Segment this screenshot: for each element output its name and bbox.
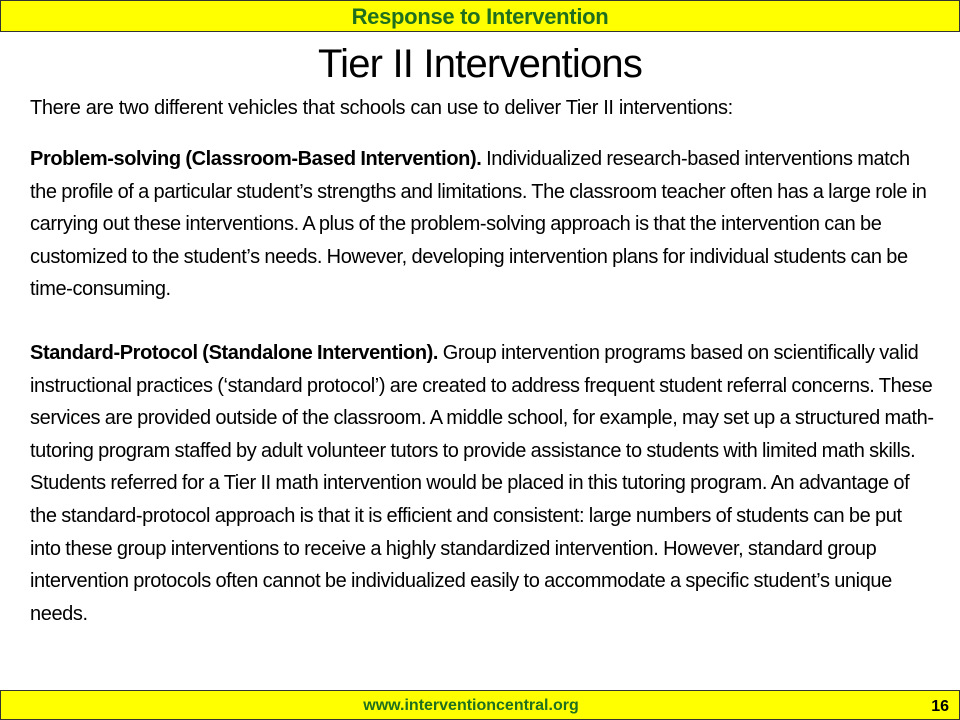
header-title: Response to Intervention xyxy=(351,4,609,29)
problem-solving-paragraph xyxy=(30,143,935,306)
standard-protocol-paragraph xyxy=(30,337,935,630)
page-number: 16 xyxy=(931,698,949,715)
problem-solving-body: Individualized research-based interventions match the profile of a particular student’s strengths and limitations. The classroom teacher often has a large role in carrying out these interventions. A plus of the problem-solving approach is that the intervention can be customized to the student’s needs. However, developing intervention plans for individual students can be time-consuming. xyxy=(30,148,927,301)
footer-url: www.interventioncentral.org xyxy=(363,697,579,714)
standard-protocol-heading: Standard-Protocol (Standalone Intervention). xyxy=(30,342,439,364)
problem-solving-heading: Problem-solving (Classroom-Based Intervention). xyxy=(30,148,482,170)
slide-title: Tier II Interventions xyxy=(317,42,643,86)
standard-protocol-body: Group intervention programs based on scientifically valid instructional practices (‘standard protocol’) are created to address frequent student referral concerns. These services are provided outside of the classroom. A middle school, for example, may set up a structured math-tutoring program staffed by adult volunteer tutors to provide assistance to students with limited math skills. Students referred for a Tier II math intervention would be placed in this tutoring program. An advantage of the standard-protocol approach is that it is efficient and consistent: large numbers of students can be put into these group interventions to receive a highly standardized intervention. However, standard group intervention protocols often cannot be individualized easily to accommodate a specific student’s unique needs. xyxy=(30,342,934,625)
intro-text: There are two different vehicles that schools can use to deliver Tier II interventions: xyxy=(30,97,733,119)
footer-banner xyxy=(0,690,960,720)
header-banner xyxy=(0,0,960,32)
